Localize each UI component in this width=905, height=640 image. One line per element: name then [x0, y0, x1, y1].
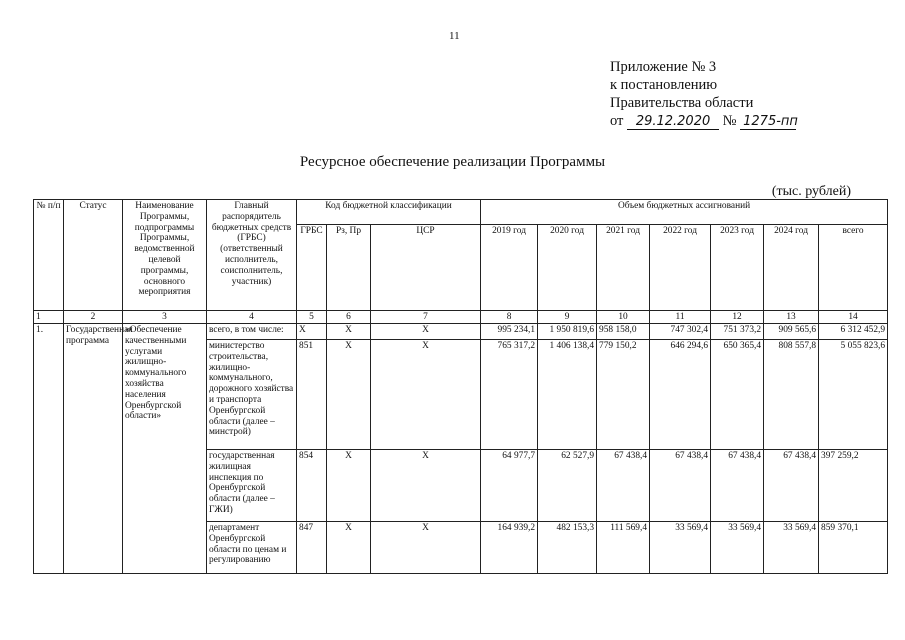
grbs-code-cell: 854 [297, 450, 327, 522]
value-2024: 808 557,8 [764, 340, 819, 450]
resolution-number: 1275-пп [740, 114, 796, 130]
csr-code-cell: X [371, 324, 481, 340]
header-year-2022: 2022 год [650, 225, 711, 311]
header-year-2024: 2024 год [764, 225, 819, 311]
item-status: Государственная программа [64, 324, 123, 574]
value-2020: 482 153,3 [538, 522, 597, 574]
resource-table [33, 199, 888, 574]
value-2024: 33 569,4 [764, 522, 819, 574]
value-2020: 1 950 819,6 [538, 324, 597, 340]
appendix-block [610, 58, 796, 130]
value-2023: 33 569,4 [711, 522, 764, 574]
column-number: 2 [64, 311, 123, 324]
header-row-1 [34, 200, 888, 225]
value-2023: 751 373,2 [711, 324, 764, 340]
appendix-line-3: Правительства области [610, 95, 754, 111]
header-status: Статус [64, 200, 123, 311]
item-number: 1. [34, 324, 64, 574]
rz-code-cell: X [327, 324, 371, 340]
rz-code-cell: X [327, 522, 371, 574]
value-2019: 765 317,2 [481, 340, 538, 450]
grbs-code-cell: 851 [297, 340, 327, 450]
column-number: 5 [297, 311, 327, 324]
header-code-grbs: ГРБС [297, 225, 327, 311]
units-label: (тыс. рублей) [771, 184, 851, 199]
header-year-2023: 2023 год [711, 225, 764, 311]
csr-code-cell: X [371, 340, 481, 450]
header-code-rz: Рз, Пр [327, 225, 371, 311]
value-2022: 747 302,4 [650, 324, 711, 340]
column-number: 10 [597, 311, 650, 324]
value-2019: 995 234,1 [481, 324, 538, 340]
column-number: 9 [538, 311, 597, 324]
executor-cell: министерство строительства, жилищно-коммунального, дорожного хозяйства и транспорта Оренбургской области (далее – минстрой) [207, 340, 297, 450]
column-number: 7 [371, 311, 481, 324]
column-number: 3 [123, 311, 207, 324]
value-2021: 779 150,2 [597, 340, 650, 450]
header-year-2020: 2020 год [538, 225, 597, 311]
resolution-date: 29.12.2020 [627, 114, 719, 130]
value-2020: 62 527,9 [538, 450, 597, 522]
appendix-date-line [610, 112, 796, 130]
value-2020: 1 406 138,4 [538, 340, 597, 450]
header-code-csr: ЦСР [371, 225, 481, 311]
value-2023: 67 438,4 [711, 450, 764, 522]
value-2022: 646 294,6 [650, 340, 711, 450]
column-number: 4 [207, 311, 297, 324]
table-row [34, 324, 888, 340]
column-number: 11 [650, 311, 711, 324]
value-2019: 64 977,7 [481, 450, 538, 522]
value-2021: 111 569,4 [597, 522, 650, 574]
value-2021: 67 438,4 [597, 450, 650, 522]
header-num: № п/п [34, 200, 64, 311]
value-2022: 67 438,4 [650, 450, 711, 522]
appendix-line-2: к постановлению [610, 77, 718, 93]
csr-code-cell: X [371, 450, 481, 522]
value-2024: 67 438,4 [764, 450, 819, 522]
grbs-code-cell: 847 [297, 522, 327, 574]
grbs-code-cell: X [297, 324, 327, 340]
value-2024: 909 565,6 [764, 324, 819, 340]
header-grbs: Главный распорядитель бюджетных средств (ГРБС) (ответственный исполнитель, соисполнитель, участник) [207, 200, 297, 311]
value-total: 5 055 823,6 [819, 340, 888, 450]
value-total: 6 312 452,9 [819, 324, 888, 340]
header-code-group: Код бюджетной классификации [297, 200, 481, 225]
value-2022: 33 569,4 [650, 522, 711, 574]
header-total: всего [819, 225, 888, 311]
number-label: № [722, 113, 737, 129]
column-number: 6 [327, 311, 371, 324]
column-number: 13 [764, 311, 819, 324]
column-number: 14 [819, 311, 888, 324]
rz-code-cell: X [327, 450, 371, 522]
executor-cell: департамент Оренбургской области по ценам и регулированию [207, 522, 297, 574]
csr-code-cell: X [371, 522, 481, 574]
column-number: 8 [481, 311, 538, 324]
value-total: 397 259,2 [819, 450, 888, 522]
header-year-2021: 2021 год [597, 225, 650, 311]
document-title: Ресурсное обеспечение реализации Программы [299, 154, 606, 170]
value-2023: 650 365,4 [711, 340, 764, 450]
appendix-line-1: Приложение № 3 [610, 59, 717, 75]
value-total: 859 370,1 [819, 522, 888, 574]
header-year-2019: 2019 год [481, 225, 538, 311]
column-number: 12 [711, 311, 764, 324]
column-number-row [34, 311, 888, 324]
value-2019: 164 939,2 [481, 522, 538, 574]
item-name: «Обеспечение качественными услугами жилищно-коммунального хозяйства населения Оренбургской области» [123, 324, 207, 574]
header-name: Наименование Программы, подпрограммы Программы, ведомственной целевой программы, основного мероприятия [123, 200, 207, 311]
value-2021: 958 158,0 [597, 324, 650, 340]
executor-cell: государственная жилищная инспекция по Оренбургской области (далее – ГЖИ) [207, 450, 297, 522]
executor-cell: всего, в том числе: [207, 324, 297, 340]
header-amount-group: Объем бюджетных ассигнований [481, 200, 888, 225]
rz-code-cell: X [327, 340, 371, 450]
column-number: 1 [34, 311, 64, 324]
page-number: 11 [449, 30, 460, 42]
from-label: от [610, 113, 624, 129]
